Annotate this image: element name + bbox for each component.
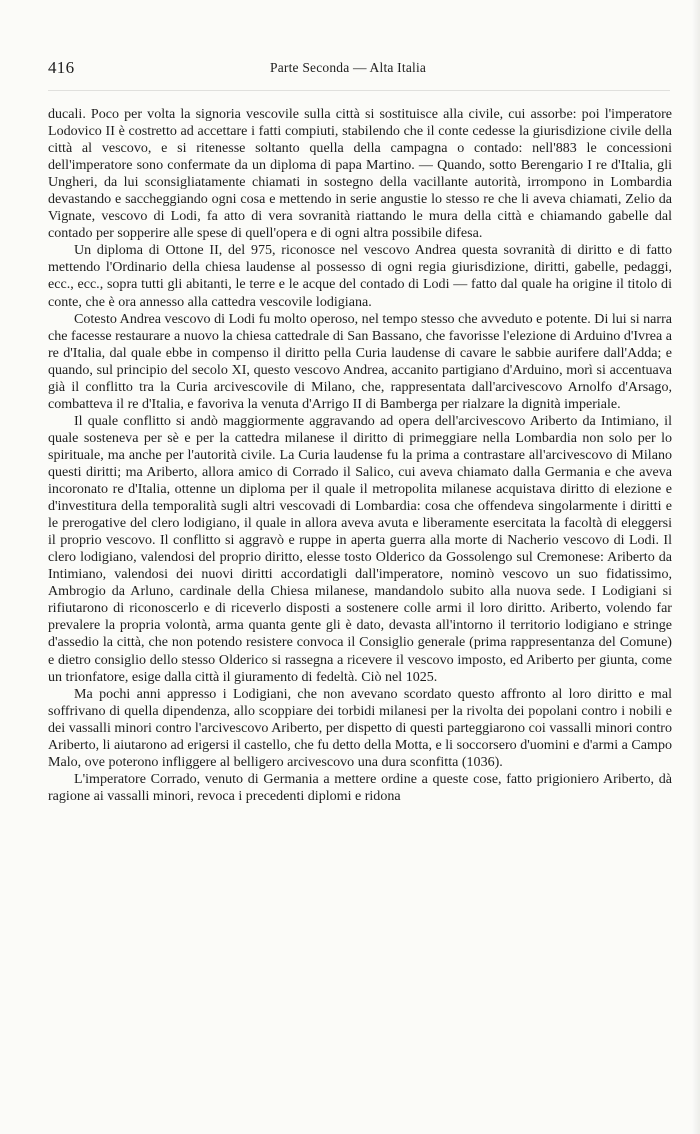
paragraph-2: Un diploma di Ottone II, del 975, riconosce nel vescovo Andrea questa sovranità di diritto e di fatto mettendo l'Ordinario della chiesa laudense al possesso di ogni regia giurisdizione, diritti, gabelle, pedaggi, ecc., ecc., sopra tutti gli abitanti, le terre e le acque del contado di Lodi — fatto dal quale ha origine il titolo di conte, che è ora annesso alla cattedra vescovile lodigiana. (48, 242, 672, 310)
paragraph-1: ducali. Poco per volta la signoria vescovile sulla città si sostituisce alla civile, cui assorbe: poi l'imperatore Lodovico II è costretto ad accettare i fatti compiuti, stabilendo che il conte cedesse la giurisdizione civile della città al vescovo, e si ritenesse soltanto quella della campagna o contado: nell'883 le concessioni dell'imperatore sono confermate da un diploma di papa Martino. — Quando, sotto Berengario I re d'Italia, gli Ungheri, da lui sconsigliatamente chiamati in sostegno della vacillante autorità, irrompono in Lombardia devastando e saccheggiando ogni cosa e mettendo in serie angustie lo stesso re che li aveva chiamati, Zelio da Vignate, vescovo di Lodi, fa atto di vera sovranità riattando le mura della città e chiamando gabelle dal contado per sopperire alle spese di quell'opera e di ogni altra possibile difesa. (48, 106, 672, 242)
page-edge-shadow (692, 0, 700, 1134)
paragraph-3: Cotesto Andrea vescovo di Lodi fu molto operoso, nel tempo stesso che avveduto e potente. Di lui si narra che facesse restaurare a nuovo la chiesa cattedrale di San Bassano, che favorisse l'elezione di Arduino d'Ivrea a re d'Italia, dal quale ebbe in compenso il diritto pella Curia laudense di cavare le sabbie aurifere dall'Adda; e quando, sul principio del secolo XI, questo vescovo Andrea, accanito partigiano d'Arduino, morì si accentuava già il conflitto tra la Curia arcivescovile di Milano, che, rappresentata dall'arcivescovo Arnolfo d'Arsago, combatteva il re d'Italia, e favoriva la venuta d'Arrigo II di Bamberga per rialzare la dignità imperiale. (48, 310, 672, 412)
page-number: 416 (48, 58, 75, 77)
page-header (48, 58, 670, 82)
paragraph-5: Ma pochi anni appresso i Lodigiani, che non avevano scordato questo affronto al loro diritto e mal soffrivano di quella dipendenza, allo scoppiare dei torbidi milanesi per la rivolta dei popolani contro i nobili e dei vassalli minori contro l'arcivescovo Ariberto, per dispetto di questi parteggiarono coi vassalli minori contro Ariberto, li aiutarono ad erigersi il castello, che fu detto della Motta, e li soccorsero d'uomini e d'armi a Campo Malo, ove poterono infliggere al belligero arcivescovo una dura sconfitta (1036). (48, 685, 672, 770)
paragraph-6: L'imperatore Corrado, venuto di Germania a mettere ordine a queste cose, fatto prigioniero Ariberto, dà ragione ai vassalli minori, revoca i precedenti diplomi e ridona (48, 770, 672, 804)
header-rule (48, 90, 670, 91)
paragraph-4: Il quale conflitto si andò maggiormente aggravando ad opera dell'arcivescovo Ariberto da Intimiano, il quale sosteneva per sè e per la cattedra milanese il diritto di primeggiare nella Lombardia non solo per lo spirituale, ma anche per l'autorità civile. La Curia laudense fu la prima a contrastare all'arcivescovo di Milano questi diritti; ma Ariberto, allora amico di Corrado il Salico, cui aveva chiamato dalla Germania e che aveva incoronato re d'Italia, ottenne un diploma per il quale il metropolita milanese acquistava diritto di elezione e d'investitura della temporalità sugli altri vescovadi di Lombardia: cosa che offendeva singolarmente i diritti e le prerogative del clero lodigiano, il quale in allora aveva avuta e liberamente esercitata la facoltà di eleggersi il proprio vescovo. Il conflitto si aggravò e ruppe in aperta guerra alla morte di Nacherio vescovo di Lodi. Il clero lodigiano, valendosi del proprio diritto, elesse tosto Olderico da Gossolengo sul Cremonese: Ariberto da Intimiano, valendosi dei nuovi diritti accordatigli dall'imperatore, nominò vescovo un suo fidatissimo, Ambrogio da Arluno, cardinale della Chiesa milanese, mandandolo subito alla nuova sede. I Lodigiani si rifiutarono di riconoscerlo e di riceverlo disposti a sostenere colle armi il loro diritto. Ariberto, volendo far prevalere la propria volontà, arma quanta gente gli è dato, devasta all'intorno il territorio lodigiano e stringe d'assedio la città, che non potendo resistere convoca il Consiglio generale (prima rappresentanza del Comune) e dietro consiglio dello stesso Olderico si rassegna a ricevere il vescovo imposto, ed Ariberto per giunta, come un trionfatore, esige dalla città il giuramento di fedeltà. Ciò nel 1025. (48, 412, 672, 685)
body-text (48, 106, 672, 805)
running-title: Parte Seconda — Alta Italia (270, 60, 427, 75)
